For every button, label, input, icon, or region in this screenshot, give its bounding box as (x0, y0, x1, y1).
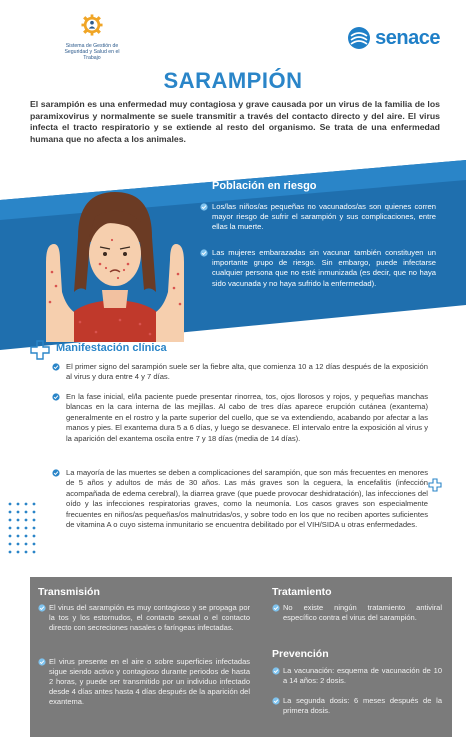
treatment-item (272, 603, 442, 623)
plus-icon (30, 340, 50, 360)
check-icon (38, 604, 46, 612)
manifestation-item (52, 392, 428, 444)
check-icon (272, 604, 280, 612)
risk-item-text: Los/las niños/as pequeñas no vacunados/as son quienes corren mayor riesgo de sufrir el sarampión y sus complicaciones, entre ellas la muerte. (212, 202, 436, 232)
gear-logo-icon (81, 14, 103, 36)
manifestation-title: Manifestación clínica (56, 342, 167, 354)
transmission-item (38, 603, 250, 633)
transmission-title: Transmisión (38, 586, 100, 598)
check-icon (272, 667, 280, 675)
header (0, 0, 466, 70)
check-icon (200, 249, 208, 257)
manifestation-item-text: En la fase inicial, el/la paciente puede presentar rinorrea, tos, ojos llorosos y rojos, y pequeñas manchas blancas en la cara interna de las mejillas. Al cabo de tres días aparece erupción cutánea (exantema) generalmente en el rostro y la parte superior del cuello, que se va extendiendo, acabando por afectar a las manos y pies. El exantema dura 5 a 6 días, y luego se desvanece. El intervalo entre la exposición al virus y la aparición del exantema oscila entre 7 y 18 días (media de 14 días). (66, 392, 428, 443)
prevention-title: Prevención (272, 648, 329, 660)
manifestation-item-text: La mayoría de las muertes se deben a complicaciones del sarampión, que son más frecuentes en menores de 5 años y adultos de más de 30 años. Las más graves son la ceguera, la encefalitis (infección acompañada de edema cerebral), la diarrea grave (que puede provocar deshidratación), las infecciones del oído y las infecciones respiratorias graves, como la neumonía. Los casos graves son especialmente frecuentes en niños/as pequeñas/os malnutridas/os, y sobre todo en los que no reciben aportes suficientes de vitamina A o cuyo sistema inmunitario se encuentra debilitado por el VIH/SIDA u otras enfermedades. (66, 468, 428, 530)
transmission-item (38, 657, 250, 707)
risk-item-text: Las mujeres embarazadas sin vacunar también constituyen un importante grupo de riesgo. Sin embargo, puede infectarse cualquier persona que no esté inmunizada (es decir, que no haya sido vacunada y no haya sufrido la enfermedad). (212, 248, 436, 288)
check-icon (52, 469, 60, 477)
senace-mark-icon (347, 26, 371, 50)
check-icon (200, 203, 208, 211)
treatment-item-text: No existe ningún tratamiento antiviral específico contra el virus del sarampión. (283, 603, 442, 622)
treatment-title: Tratamiento (272, 586, 332, 598)
sgsst-logo (60, 14, 124, 61)
page-title: SARAMPIÓN (163, 68, 303, 93)
manifestation-item (52, 362, 428, 383)
senace-wordmark: senace (375, 26, 440, 49)
risk-section-title: Población en riesgo (212, 180, 317, 192)
transmission-item-text: El virus presente en el aire o sobre superficies infectadas sigue siendo activo y contagioso durante periodos de hasta 2 horas, y puede ser transmitido por un individuo infectado desde 4 días antes hasta 4 días después de la aparición del exantema. (49, 657, 250, 706)
manifestation-item (52, 468, 428, 530)
dot-pattern (6, 500, 42, 560)
intro-paragraph: El sarampión es una enfermedad muy contagiosa y grave causada por un virus de la familia de los paramixovirus y normalmente se suele transmitir a través del contacto directo y del aire. El virus infecta el tracto respiratorio y se extiende al resto del organismo. Se trata de una enfermedad humana que no afecta a los animales. (30, 99, 440, 144)
org-name: Sistema de Gestión de Seguridad y Salud en el Trabajo (64, 43, 120, 61)
risk-item (200, 248, 436, 289)
manifestation-item-text: El primer signo del sarampión suele ser la fiebre alta, que comienza 10 a 12 días después de la exposición al virus y dura entre 4 y 7 días. (66, 362, 428, 382)
check-icon (52, 363, 60, 371)
transmission-item-text: El virus del sarampión es muy contagioso y se propaga por la tos y los estornudos, el contacto sexual o el contacto directo con secreciones nasales o faríngeas infectadas. (49, 603, 250, 632)
check-icon (38, 658, 46, 666)
check-icon (272, 697, 280, 705)
prevention-item-text: La segunda dosis: 6 meses después de la primera dosis. (283, 696, 442, 715)
plus-icon (428, 478, 442, 492)
prevention-item-text: La vacunación: esquema de vacunación de 10 a 14 años: 2 dosis. (283, 666, 442, 685)
check-icon (52, 393, 60, 401)
risk-item (200, 202, 436, 233)
sick-girl-illustration (40, 182, 190, 342)
senace-logo (347, 26, 440, 50)
prevention-item (272, 696, 442, 716)
prevention-item (272, 666, 442, 686)
